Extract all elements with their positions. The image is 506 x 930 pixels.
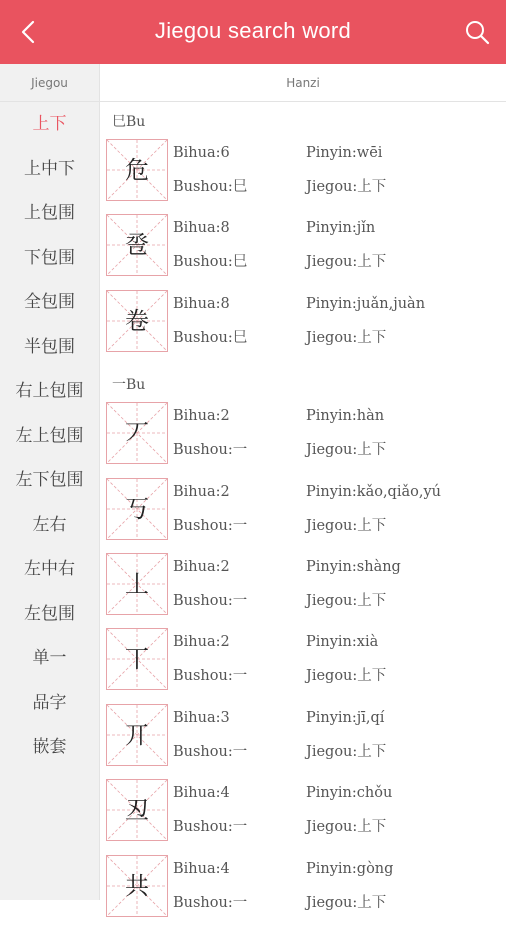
sidebar-item[interactable]: 下包围 xyxy=(24,247,75,268)
character-box xyxy=(106,855,168,917)
sidebar-item[interactable]: 左上包围 xyxy=(15,425,84,446)
sidebar-list xyxy=(0,102,99,770)
radical-text: Bushou:巳 xyxy=(173,179,248,195)
page-title: Jiegou search word xyxy=(154,18,352,43)
hanzi-character: 危 xyxy=(125,156,149,184)
content-heading: Hanzi xyxy=(100,64,506,102)
hanzi-row[interactable] xyxy=(100,704,506,779)
sidebar-item[interactable]: 全包围 xyxy=(24,292,75,312)
structure-text: Jiegou:上下 xyxy=(306,819,387,836)
hanzi-character: 卺 xyxy=(125,231,149,260)
structure-text: Jiegou:上下 xyxy=(306,442,387,459)
sidebar-item[interactable]: 左下包围 xyxy=(15,470,84,490)
hanzi-character: 丄 xyxy=(125,569,149,598)
sidebar-item[interactable]: 品字 xyxy=(32,692,67,713)
sidebar-item[interactable]: 右上包围 xyxy=(15,381,84,401)
stroke-count-text: Bihua:8 xyxy=(173,295,230,312)
character-box xyxy=(106,402,168,464)
stroke-count-text: Bihua:2 xyxy=(173,483,230,500)
radical-text: Bushou:一 xyxy=(173,442,248,459)
sidebar-item[interactable]: 左包围 xyxy=(24,603,75,624)
hanzi-row[interactable] xyxy=(100,139,506,214)
structure-text: Jiegou:上下 xyxy=(306,517,387,534)
sidebar-item[interactable]: 单一 xyxy=(32,648,67,668)
radical-text: Bushou:一 xyxy=(173,517,248,534)
hanzi-row[interactable] xyxy=(100,402,506,477)
radical-text: Bushou:一 xyxy=(173,894,248,911)
jiegou-sidebar xyxy=(0,64,100,900)
structure-text: Jiegou:上下 xyxy=(306,743,387,760)
pinyin-text: Pinyin:juǎn,juàn xyxy=(306,295,426,312)
pinyin-text: Pinyin:jǐn xyxy=(306,220,376,237)
pinyin-text: Pinyin:jī,qí xyxy=(306,709,385,726)
stroke-count-text: Bihua:4 xyxy=(173,860,230,877)
structure-text: Jiegou:上下 xyxy=(306,668,387,685)
sidebar-item[interactable]: 上下 xyxy=(32,114,67,134)
stroke-count-text: Bihua:4 xyxy=(173,785,230,802)
stroke-count-text: Bihua:6 xyxy=(173,145,230,161)
hanzi-row[interactable] xyxy=(100,214,506,289)
radical-text: Bushou:巳 xyxy=(173,329,248,346)
radical-text: Bushou:巳 xyxy=(173,254,248,271)
stroke-count-text: Bihua:2 xyxy=(173,408,230,425)
radical-text: Bushou:一 xyxy=(173,743,248,760)
character-box xyxy=(106,704,168,766)
section-label: 一Bu xyxy=(112,377,146,394)
section-label: 巳Bu xyxy=(112,114,146,130)
hanzi-character: 卷 xyxy=(125,306,149,335)
pinyin-text: Pinyin:xià xyxy=(306,634,379,651)
hanzi-row[interactable] xyxy=(100,478,506,553)
radical-text: Bushou:一 xyxy=(173,668,248,685)
hanzi-character: 丂 xyxy=(125,494,149,523)
sidebar-item[interactable]: 嵌套 xyxy=(32,737,67,757)
pinyin-text: Pinyin:kǎo,qiǎo,yú xyxy=(306,483,441,500)
stroke-count-text: Bihua:3 xyxy=(173,709,230,726)
sections-container xyxy=(100,102,506,930)
structure-text: Jiegou:上下 xyxy=(306,179,387,195)
radical-text: Bushou:一 xyxy=(173,819,248,836)
structure-text: Jiegou:上下 xyxy=(306,254,387,271)
sidebar-item[interactable]: 上包围 xyxy=(24,203,75,223)
character-box xyxy=(106,628,168,690)
hanzi-character: 丆 xyxy=(125,419,149,448)
sidebar-item[interactable]: 左右 xyxy=(32,514,67,535)
hanzi-character: 丅 xyxy=(125,645,149,674)
character-box xyxy=(106,553,168,615)
stroke-count-text: Bihua:2 xyxy=(173,634,230,651)
hanzi-character: 丒 xyxy=(125,796,149,825)
search-icon[interactable] xyxy=(462,16,492,48)
sidebar-item[interactable]: 左中右 xyxy=(24,559,75,579)
hanzi-character: 共 xyxy=(125,871,149,900)
pinyin-text: Pinyin:wēi xyxy=(306,145,383,161)
hanzi-row[interactable] xyxy=(100,855,506,930)
stroke-count-text: Bihua:8 xyxy=(173,220,230,237)
structure-text: Jiegou:上下 xyxy=(306,894,387,911)
pinyin-text: Pinyin:shàng xyxy=(306,558,401,575)
structure-text: Jiegou:上下 xyxy=(306,592,387,609)
character-box xyxy=(106,478,168,540)
character-box xyxy=(106,779,168,841)
hanzi-character: 丌 xyxy=(125,720,149,749)
stroke-count-text: Bihua:2 xyxy=(173,558,230,575)
sidebar-item[interactable]: 半包围 xyxy=(24,336,75,357)
sidebar-item[interactable]: 上中下 xyxy=(24,158,75,179)
sidebar-heading: Jiegou xyxy=(0,64,99,102)
hanzi-list xyxy=(100,64,506,911)
character-box xyxy=(106,290,168,352)
character-box xyxy=(106,139,168,201)
hanzi-row[interactable] xyxy=(100,779,506,854)
radical-text: Bushou:一 xyxy=(173,592,248,609)
pinyin-text: Pinyin:gòng xyxy=(306,860,394,877)
structure-text: Jiegou:上下 xyxy=(306,329,387,346)
hanzi-row[interactable] xyxy=(100,553,506,628)
pinyin-text: Pinyin:hàn xyxy=(306,408,385,425)
hanzi-row[interactable] xyxy=(100,290,506,365)
character-box xyxy=(106,214,168,276)
app-header xyxy=(0,0,506,64)
hanzi-row[interactable] xyxy=(100,628,506,703)
pinyin-text: Pinyin:chǒu xyxy=(306,785,393,802)
